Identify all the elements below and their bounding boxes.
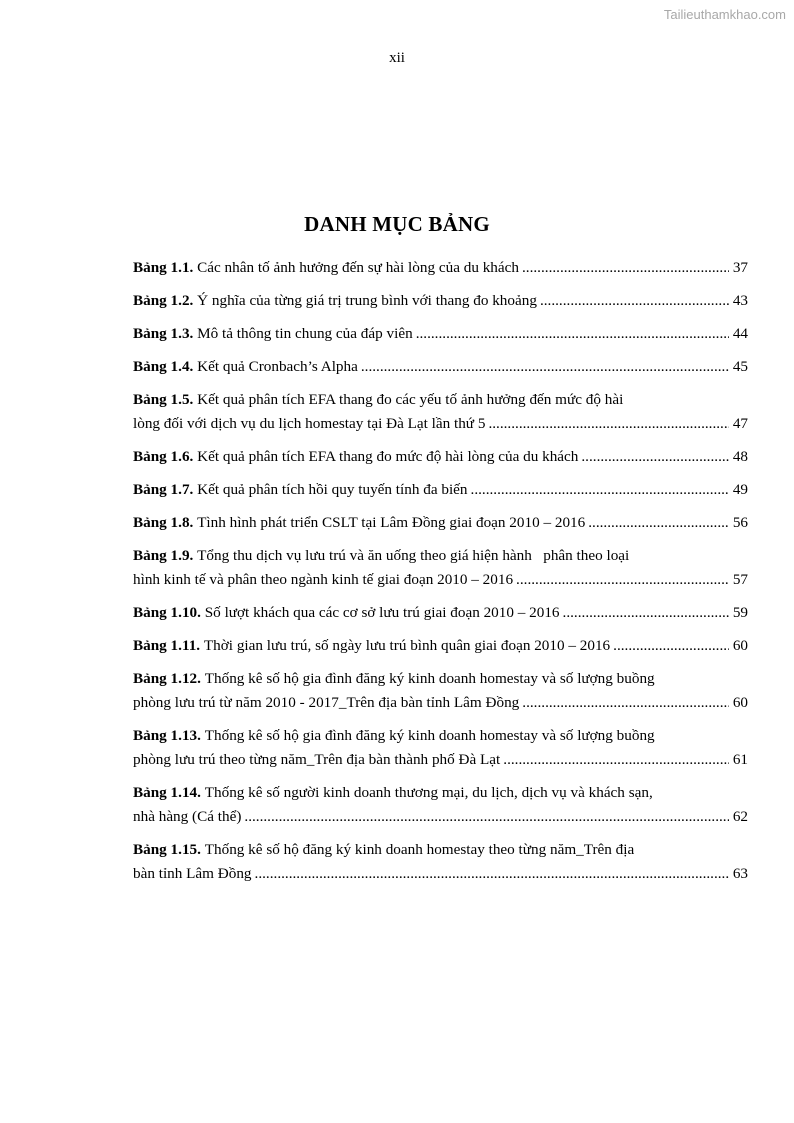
toc-entry[interactable] (133, 355, 748, 379)
toc-entry-label: Bảng 1.14. (133, 784, 201, 801)
toc-entry-page: 60 (732, 694, 748, 711)
dot-leader (540, 289, 729, 313)
toc-entry-label: Bảng 1.15. (133, 841, 201, 858)
dot-leader (581, 445, 729, 469)
toc-entry[interactable] (133, 838, 748, 886)
dot-leader (516, 568, 729, 592)
toc-entry[interactable] (133, 781, 748, 829)
toc-entry[interactable] (133, 634, 748, 658)
toc-entry[interactable] (133, 544, 748, 592)
toc-entry-page: 62 (732, 808, 748, 825)
toc-entry-title: Số lượt khách qua các cơ sở lưu trú giai đoạn 2010 – 2016 (204, 604, 560, 621)
toc-entry[interactable] (133, 256, 748, 280)
toc-entry-title: Mô tả thông tin chung của đáp viên (197, 325, 413, 342)
table-of-contents-list (133, 256, 748, 895)
toc-entry-page: 49 (732, 481, 748, 498)
toc-entry-title: Tổng thu dịch vụ lưu trú và ăn uống theo giá hiện hành phân theo loại (197, 547, 630, 564)
toc-entry-title: Tình hình phát triển CSLT tại Lâm Đồng giai đoạn 2010 – 2016 (197, 514, 586, 531)
toc-entry-title-continued: lòng đối với dịch vụ du lịch homestay tại Đà Lạt lần thứ 5 (133, 415, 486, 432)
toc-entry-title: Thống kê số hộ gia đình đăng ký kinh doanh homestay và số lượng buồng (204, 727, 655, 744)
toc-entry-title-continued: phòng lưu trú theo từng năm_Trên địa bàn thành phố Đà Lạt (133, 751, 501, 768)
toc-entry-title: Kết quả phân tích EFA thang đo mức độ hài lòng của du khách (197, 448, 579, 465)
toc-entry-page: 45 (732, 358, 748, 375)
toc-entry-title-continued: hình kinh tế và phân theo ngành kinh tế giai đoạn 2010 – 2016 (133, 571, 514, 588)
dot-leader (244, 805, 729, 829)
toc-entry-title: Thống kê số hộ đăng ký kinh doanh homestay theo từng năm_Trên địa (204, 841, 635, 858)
toc-entry-title: Thống kê số hộ gia đình đăng ký kinh doanh homestay và số lượng buồng (204, 670, 655, 687)
toc-entry-title: Ý nghĩa của từng giá trị trung bình với thang đo khoảng (197, 292, 537, 309)
dot-leader (471, 478, 730, 502)
toc-entry[interactable] (133, 322, 748, 346)
toc-entry-label: Bảng 1.12. (133, 670, 201, 687)
dot-leader (588, 511, 729, 535)
toc-entry-title-continued: bàn tỉnh Lâm Đồng (133, 865, 252, 882)
toc-entry-page: 63 (732, 865, 748, 882)
watermark-text: Tailieuthamkhao.com (663, 7, 786, 22)
toc-entry-title-continued: nhà hàng (Cá thể) (133, 808, 242, 825)
toc-entry-label: Bảng 1.3. (133, 325, 194, 342)
toc-entry[interactable] (133, 511, 748, 535)
dot-leader (522, 256, 729, 280)
toc-entry-label: Bảng 1.13. (133, 727, 201, 744)
dot-leader (613, 634, 729, 658)
toc-entry-page: 48 (732, 448, 748, 465)
toc-entry[interactable] (133, 667, 748, 715)
toc-entry-title: Các nhân tố ảnh hưởng đến sự hài lòng của du khách (197, 259, 519, 276)
toc-entry-title-continued: phòng lưu trú từ năm 2010 - 2017_Trên địa bàn tỉnh Lâm Đồng (133, 694, 520, 711)
toc-entry-page: 43 (732, 292, 748, 309)
dot-leader (488, 412, 729, 436)
page-title: DANH MỤC BẢNG (304, 212, 490, 236)
toc-entry[interactable] (133, 478, 748, 502)
toc-entry-page: 47 (732, 415, 748, 432)
toc-entry-label: Bảng 1.5. (133, 391, 194, 408)
dot-leader (361, 355, 729, 379)
toc-entry-page: 44 (732, 325, 748, 342)
toc-entry-label: Bảng 1.6. (133, 448, 194, 465)
toc-entry-title: Kết quả phân tích hồi quy tuyến tính đa biến (197, 481, 468, 498)
toc-entry-page: 59 (732, 604, 748, 621)
toc-entry-page: 56 (732, 514, 748, 531)
dot-leader (522, 691, 729, 715)
toc-entry-label: Bảng 1.1. (133, 259, 194, 276)
toc-entry-page: 37 (732, 259, 748, 276)
toc-entry-title: Kết quả phân tích EFA thang đo các yếu tố ảnh hưởng đến mức độ hài (197, 391, 624, 408)
toc-entry-label: Bảng 1.10. (133, 604, 201, 621)
dot-leader (503, 748, 729, 772)
toc-entry[interactable] (133, 724, 748, 772)
toc-entry-page: 57 (732, 571, 748, 588)
dot-leader (416, 322, 729, 346)
toc-entry-label: Bảng 1.7. (133, 481, 194, 498)
page-number: xii (389, 50, 405, 66)
toc-entry-title: Thống kê số người kinh doanh thương mại, du lịch, dịch vụ và khách sạn, (204, 784, 653, 801)
toc-entry[interactable] (133, 445, 748, 469)
toc-entry-label: Bảng 1.2. (133, 292, 194, 309)
toc-entry-page: 61 (732, 751, 748, 768)
toc-entry-label: Bảng 1.11. (133, 637, 201, 654)
toc-entry[interactable] (133, 289, 748, 313)
toc-entry-title: Thời gian lưu trú, số ngày lưu trú bình quân giai đoạn 2010 – 2016 (203, 637, 611, 654)
toc-entry[interactable] (133, 601, 748, 625)
toc-entry-page: 60 (732, 637, 748, 654)
dot-leader (255, 862, 729, 886)
toc-entry-label: Bảng 1.4. (133, 358, 194, 375)
dot-leader (563, 601, 729, 625)
toc-entry-title: Kết quả Cronbach’s Alpha (197, 358, 358, 375)
toc-entry-label: Bảng 1.9. (133, 547, 194, 564)
toc-entry[interactable] (133, 388, 748, 436)
toc-entry-label: Bảng 1.8. (133, 514, 194, 531)
